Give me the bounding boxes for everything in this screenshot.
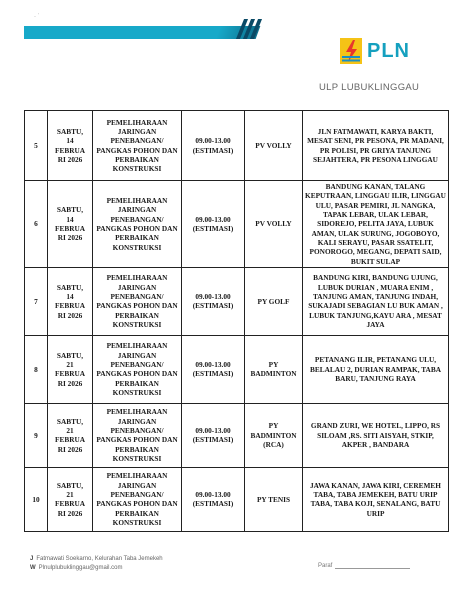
feeder-name: PY TENIS xyxy=(245,467,303,531)
affected-area: BANDUNG KIRI, BANDUNG UJUNG, LUBUK DURIAN , MUARA ENIM , TANJUNG AMAN, TANJUNG INDAH, SUKAJADI SEBAGIAN LU BUK AMAN , LUBUK TANJUNG,KAYU ARA , MESAT JAYA xyxy=(303,267,449,335)
affected-area: GRAND ZURI, WE HOTEL, LIPPO, RS SILOAM ,RS. SITI AISYAH, STKIP, AKPER , BANDARA xyxy=(303,403,449,467)
outage-schedule-table xyxy=(24,110,449,532)
row-number: 7 xyxy=(25,267,48,335)
row-number: 5 xyxy=(25,111,48,181)
table-row xyxy=(25,267,449,335)
footer-address: J Fatmawati Soekarno, Kelurahan Taba Jemekeh xyxy=(30,556,163,562)
table-row xyxy=(25,111,449,181)
schedule-date: SABTU, 21 FEBRUA RI 2026 xyxy=(48,467,93,531)
work-description: PEMELIHARAAN JARINGAN PENEBANGAN/ PANGKAS POHON DAN PERBAIKAN KONSTRUKSI xyxy=(93,403,182,467)
work-description: PEMELIHARAAN JARINGAN PENEBANGAN/ PANGKAS POHON DAN PERBAIKAN KONSTRUKSI xyxy=(93,467,182,531)
feeder-name: PY BADMINTON (RCA) xyxy=(245,403,303,467)
feeder-name: PY GOLF xyxy=(245,267,303,335)
row-number: 10 xyxy=(25,467,48,531)
time-window: 09.00-13.00 (ESTIMASI) xyxy=(182,403,245,467)
row-number: 9 xyxy=(25,403,48,467)
paraf-field: Paraf xyxy=(318,563,410,569)
schedule-date: SABTU, 21 FEBRUA RI 2026 xyxy=(48,335,93,403)
affected-area: JAWA KANAN, JAWA KIRI, CEREMEH TABA, TABA JEMEKEH, BATU URIP TABA, TABA KOJI, SENALANG, BATU URIP xyxy=(303,467,449,531)
time-window: 09.00-13.00 (ESTIMASI) xyxy=(182,181,245,268)
time-window: 09.00-13.00 (ESTIMASI) xyxy=(182,467,245,531)
feeder-name: PV VOLLY xyxy=(245,111,303,181)
table-row xyxy=(25,335,449,403)
footer-email: W Plnulplubuklinggau@gmail.com xyxy=(30,565,123,572)
table-row xyxy=(25,467,449,531)
affected-area: BANDUNG KANAN, TALANG KEPUTRAAN, LINGGAU ILIR, LINGGAU ULU, PASAR PEMIRI, JL NANGKA, TAPAK LEBAR, ULAK LEBAR, SIDOREJO, PELITA JAYA, LUBUK AMAN, ULAK SURUNG, JOGOBOYO, KALI SERAYU, PASAR SSATELIT, PONOROGO, MEGANG, DEPATI SAID, BUKIT SULAP xyxy=(303,181,449,268)
schedule-date: SABTU, 14 FEBRUA RI 2026 xyxy=(48,111,93,181)
lightning-bolt-icon xyxy=(339,37,363,65)
affected-area: PETANANG ILIR, PETANANG ULU, BELALAU 2, DURIAN RAMPAK, TABA BARU, TANJUNG RAYA xyxy=(303,335,449,403)
feeder-name: PV VOLLY xyxy=(245,181,303,268)
signature-line xyxy=(335,568,410,569)
row-number: 6 xyxy=(25,181,48,268)
brand-name: PLN xyxy=(367,39,410,62)
corner-marks: · ˙ xyxy=(34,14,40,20)
work-description: PEMELIHARAAN JARINGAN PENEBANGAN/ PANGKAS POHON DAN PERBAIKAN KONSTRUKSI xyxy=(93,267,182,335)
table-row xyxy=(25,181,449,268)
feeder-name: PY BADMINTON xyxy=(245,335,303,403)
time-window: 09.00-13.00 (ESTIMASI) xyxy=(182,267,245,335)
unit-name: ULP LUBUKLINGGAU xyxy=(319,82,420,93)
work-description: PEMELIHARAAN JARINGAN PENEBANGAN/ PANGKAS POHON DAN PERBAIKAN KONSTRUKSI xyxy=(93,335,182,403)
time-window: 09.00-13.00 (ESTIMASI) xyxy=(182,335,245,403)
footer-contact xyxy=(30,555,163,574)
schedule-date: SABTU, 14 FEBRUA RI 2026 xyxy=(48,181,93,268)
header-accent-bar xyxy=(24,26,232,39)
schedule-date: SABTU, 14 FEBRUA RI 2026 xyxy=(48,267,93,335)
affected-area: JLN FATMAWATI, KARYA BAKTI, MESAT SENI, PR PESONA, PR MADANI, PR POLISI, PR GRIYA TANJUNG SEJAHTERA, PR PESONA LINGGAU xyxy=(303,111,449,181)
table-row xyxy=(25,403,449,467)
schedule-date: SABTU, 21 FEBRUA RI 2026 xyxy=(48,403,93,467)
work-description: PEMELIHARAAN JARINGAN PENEBANGAN/ PANGKAS POHON DAN PERBAIKAN KONSTRUKSI xyxy=(93,181,182,268)
work-description: PEMELIHARAAN JARINGAN PENEBANGAN/ PANGKAS POHON DAN PERBAIKAN KONSTRUKSI xyxy=(93,111,182,181)
pln-logo xyxy=(339,37,410,65)
time-window: 09.00-13.00 (ESTIMASI) xyxy=(182,111,245,181)
row-number: 8 xyxy=(25,335,48,403)
